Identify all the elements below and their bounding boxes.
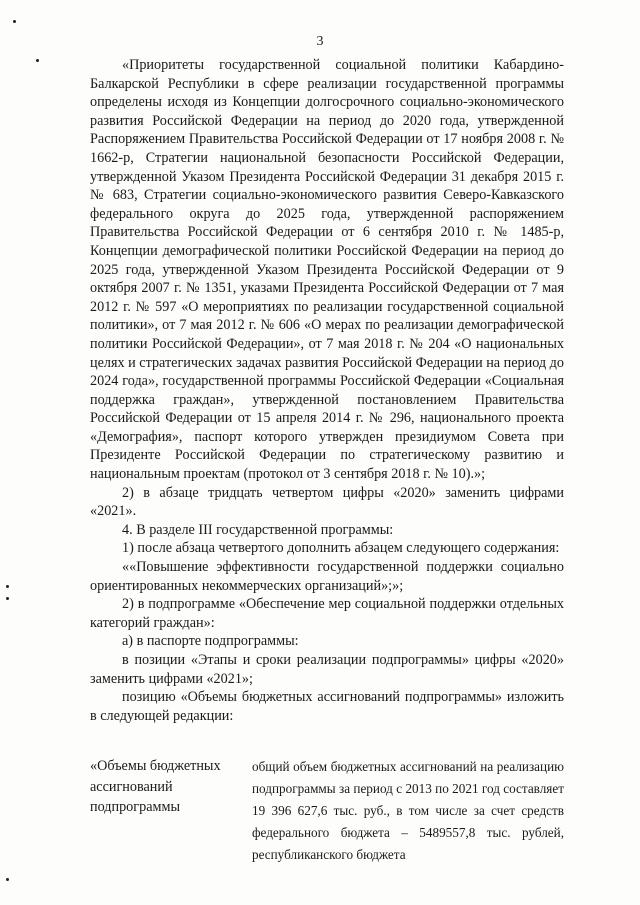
page-number: 3: [316, 34, 324, 49]
table-cell-label: «Объемы бюджетных ассигнований подпрограммы: [90, 758, 221, 816]
paragraph-section-3: 4. В разделе III государственной программы:: [122, 521, 394, 538]
document-body: [90, 56, 564, 725]
paragraph-stages-position: в позиции «Этапы и сроки реализации подпрограммы» цифры «2020» заменить цифрами «2021»;: [90, 652, 564, 687]
paragraph-budget-position: позицию «Объемы бюджетных ассигнований подпрограммы» изложить в следующей редакции:: [90, 689, 564, 724]
paragraph-priorities: «Приоритеты государственной социальной политики Кабардино-Балкарской Республики в сфере реализации государственной программы определены исходя из Концепции долгосрочного социально-экономического развития Российской Федерации на период до 2020 года, утвержденной Распоряжением Правительства Российской Федерации от 17 ноября 2008 г. № 1662-р, Стратегии национальной безопасности Российской Федерации, утвержденной Указом Президента Российской Федерации 31 декабря 2015 г. № 683, Стратегии социально-экономического развития Северо-Кавказского федерального округа до 2025 года, утвержденной распоряжением Правительства Российской Федерации от 6 сентября 2010 г. № 1485-р, Концепции демографической политики Российской Федерации на период до 2025 года, утвержденной Указом Президента Российской Федерации от 9 октября 2007 г. № 1351, указами Президента Российской Федерации от 7 мая 2012 г. № 597 «О мероприятиях по реализации государственной социальной политики», от 7 мая 2012 г. № 606 «О мерах по реализации демографической политики Российской Федерации», от 7 мая 2018 г. № 204 «О национальных целях и стратегических задачах развития Российской Федерации на период до 2024 года», государственной программы Российской Федерации «Социальная поддержка граждан», утвержденной постановлением Правительства Российской Федерации от 15 апреля 2014 г. № 296, национального проекта «Демография», паспорт которого утвержден президиумом Совета при Президенте Российской Федерации по стратегическому развитию и национальным проектам (протокол от 3 сентября 2018 г. № 10).»;: [90, 57, 564, 483]
paragraph-subprogram: 2) в подпрограмме «Обеспечение мер социальной поддержки отдельных категорий граждан»:: [90, 596, 564, 631]
paragraph-item-2-paragraph-34: 2) в абзаце тридцать четвертом цифры «2020» заменить цифрами «2021».: [90, 484, 564, 520]
paragraph-add-after-fourth: 1) после абзаца четвертого дополнить абзацем следующего содержания:: [122, 540, 560, 557]
budget-table: [90, 756, 564, 866]
table-cell-value: общий объем бюджетных ассигнований на реализацию подпрограммы за период с 2013 по 2021 год составляет 19 396 627,6 тыс. руб., в том числе за счет средств федерального бюджета – 5489557,8 тыс. рублей, республиканского бюджета: [252, 759, 564, 862]
paragraph-passport: а) в паспорте подпрограммы:: [122, 633, 299, 650]
paragraph-nko-support: ««Повышение эффективности государственной поддержки социально ориентированных некоммерческих организаций»;»;: [90, 559, 564, 594]
